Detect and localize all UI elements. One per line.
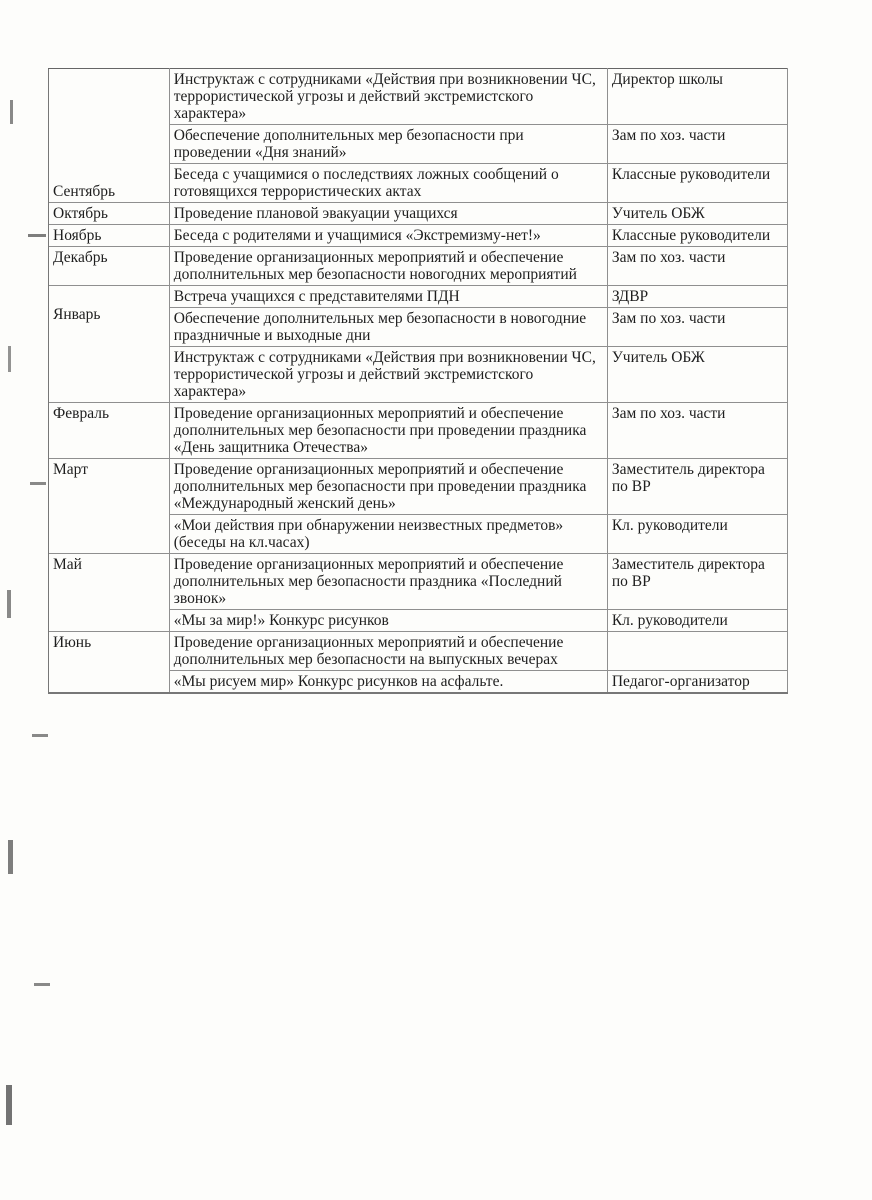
month-label: Январь xyxy=(53,306,101,323)
month-label: Сентябрь xyxy=(53,183,116,200)
event-cell: Проведение организационных мероприятий и обеспечение дополнительных мер безопасности при проведении праздника «День защитника Отечества» xyxy=(169,403,607,459)
month-cell xyxy=(49,69,170,203)
month-cell: Февраль xyxy=(49,403,170,459)
table-row xyxy=(49,225,788,247)
table-row xyxy=(49,286,788,308)
responsible-cell: Кл. руководители xyxy=(607,610,787,632)
responsible-cell: Классные руководители xyxy=(607,225,787,247)
month-cell xyxy=(49,459,170,554)
table-row xyxy=(49,203,788,225)
responsible-cell: Классные руководители xyxy=(607,164,787,203)
event-cell: «Мы рисуем мир» Конкурс рисунков на асфальте. xyxy=(169,671,607,694)
event-cell: Проведение организационных мероприятий и обеспечение дополнительных мер безопасности новогодних мероприятий xyxy=(169,247,607,286)
responsible-cell: Директор школы xyxy=(607,69,787,125)
responsible-cell: Кл. руководители xyxy=(607,515,787,554)
event-cell: Инструктаж с сотрудниками «Действия при возникновении ЧС, террористической угрозы и действий экстремистского характера» xyxy=(169,69,607,125)
event-cell: Обеспечение дополнительных мер безопасности при проведении «Дня знаний» xyxy=(169,125,607,164)
responsible-cell xyxy=(607,632,787,671)
responsible-cell: Учитель ОБЖ xyxy=(607,347,787,403)
event-cell: Беседа с родителями и учащимися «Экстремизму-нет!» xyxy=(169,225,607,247)
month-label: Март xyxy=(53,461,88,478)
responsible-cell: Заместитель директора по ВР xyxy=(607,554,787,610)
month-cell xyxy=(49,286,170,403)
event-cell: Проведение плановой эвакуации учащихся xyxy=(169,203,607,225)
scan-mark xyxy=(34,983,50,986)
scan-mark xyxy=(8,346,11,372)
table-row xyxy=(49,247,788,286)
responsible-cell: Педагог-организатор xyxy=(607,671,787,694)
table-row xyxy=(49,554,788,610)
table-row xyxy=(49,69,788,125)
responsible-cell: Учитель ОБЖ xyxy=(607,203,787,225)
event-cell: Обеспечение дополнительных мер безопасности в новогодние праздничные и выходные дни xyxy=(169,308,607,347)
events-table xyxy=(48,68,788,694)
scan-mark xyxy=(6,1085,12,1125)
month-cell: Декабрь xyxy=(49,247,170,286)
event-cell: Встреча учащихся с представителями ПДН xyxy=(169,286,607,308)
table-row xyxy=(49,459,788,515)
responsible-cell: ЗДВР xyxy=(607,286,787,308)
event-cell: Проведение организационных мероприятий и обеспечение дополнительных мер безопасности на выпускных вечерах xyxy=(169,632,607,671)
month-label: Май xyxy=(53,556,82,573)
month-cell xyxy=(49,632,170,694)
responsible-cell: Заместитель директора по ВР xyxy=(607,459,787,515)
scan-mark xyxy=(32,734,48,737)
month-cell xyxy=(49,554,170,632)
scan-mark xyxy=(7,590,11,618)
table-row xyxy=(49,632,788,671)
event-cell: «Мои действия при обнаружении неизвестных предметов» (беседы на кл.часах) xyxy=(169,515,607,554)
event-cell: Беседа с учащимися о последствиях ложных сообщений о готовящихся террористических актах xyxy=(169,164,607,203)
scan-mark xyxy=(8,840,13,874)
event-cell: Проведение организационных мероприятий и обеспечение дополнительных мер безопасности праздника «Последний звонок» xyxy=(169,554,607,610)
event-cell: Инструктаж с сотрудниками «Действия при возникновении ЧС, террористической угрозы и действий экстремистского характера» xyxy=(169,347,607,403)
responsible-cell: Зам по хоз. части xyxy=(607,403,787,459)
responsible-cell: Зам по хоз. части xyxy=(607,247,787,286)
scan-mark xyxy=(10,100,13,124)
scan-mark xyxy=(30,482,46,485)
month-cell: Ноябрь xyxy=(49,225,170,247)
table-row xyxy=(49,403,788,459)
month-label: Июнь xyxy=(53,634,92,651)
month-cell: Октябрь xyxy=(49,203,170,225)
event-cell: «Мы за мир!» Конкурс рисунков xyxy=(169,610,607,632)
responsible-cell: Зам по хоз. части xyxy=(607,125,787,164)
event-cell: Проведение организационных мероприятий и обеспечение дополнительных мер безопасности при проведении праздника «Международный женский день» xyxy=(169,459,607,515)
scan-mark xyxy=(28,234,46,237)
responsible-cell: Зам по хоз. части xyxy=(607,308,787,347)
